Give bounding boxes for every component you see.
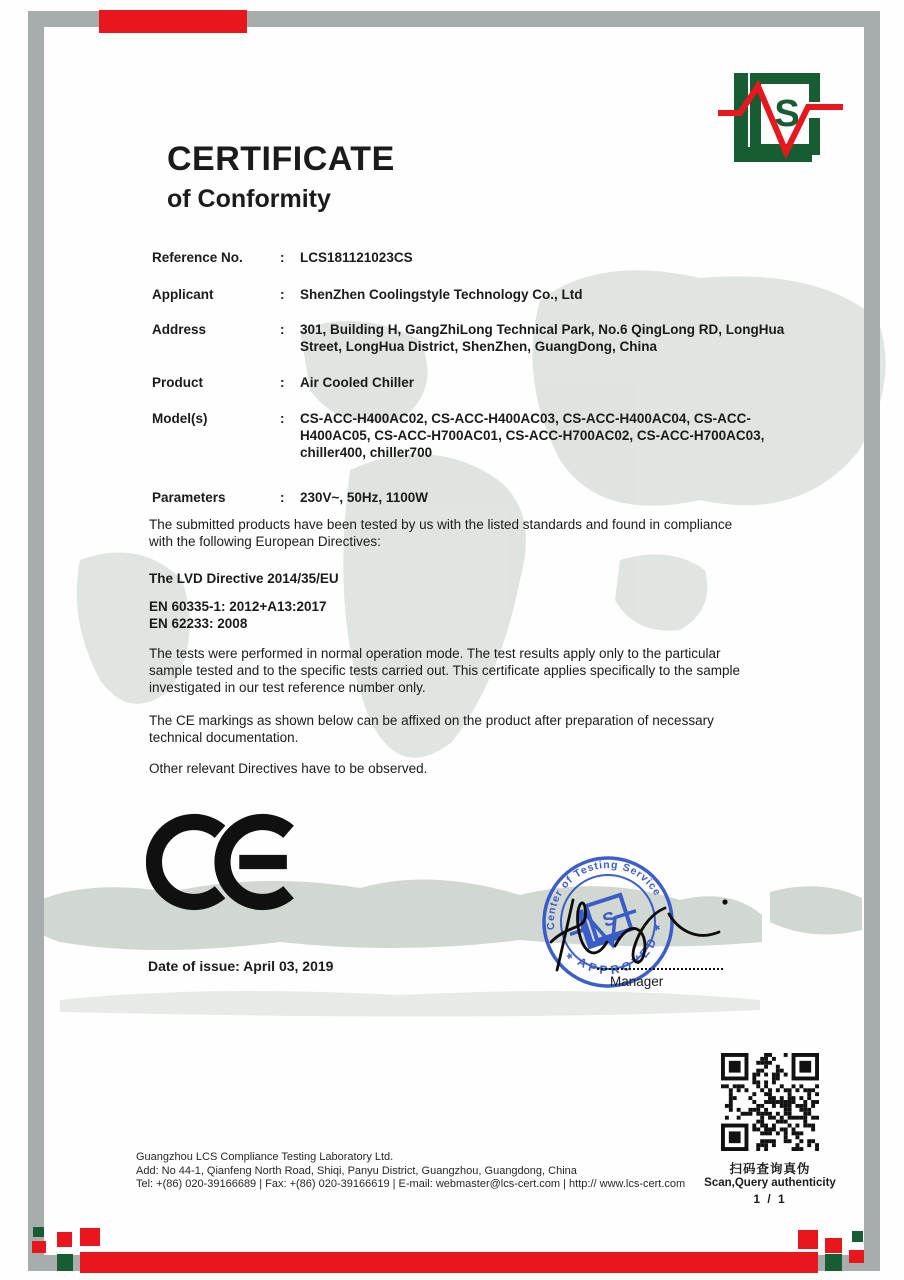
qr-caption-en: Scan,Query authenticity [704, 1177, 836, 1189]
decor-square [825, 1254, 842, 1271]
qr-block [692, 1053, 848, 1206]
footer-company: Guangzhou LCS Compliance Testing Laboratory Ltd. [136, 1151, 394, 1163]
decor-square [32, 1241, 46, 1253]
decor-square [852, 1231, 863, 1242]
footer-address: Add: No 44-1, Qianfeng North Road, Shiqi, Panyu District, Guangzhou, Guangdong, China [136, 1164, 577, 1177]
certificate-title: CERTIFICATE [167, 140, 395, 178]
signer-title: Manager [610, 974, 664, 989]
lcs-logo-icon [710, 62, 860, 177]
decor-square [57, 1232, 72, 1247]
tests-paragraph: The tests were performed in normal operation mode. The test results apply only to the particular sample tested and to the specific tests carried out. This certificate applies specifically to the sample investigated in our test reference number only. [149, 646, 741, 695]
signature-line [597, 968, 723, 970]
ce-mark-icon [146, 812, 304, 912]
bottom-red-bar [80, 1252, 818, 1273]
field-label: Parameters [152, 490, 226, 505]
stamp-bottom-text: APPROVED [575, 932, 661, 978]
field-value: CS-ACC-H400AC02, CS-ACC-H400AC03, CS-ACC-H400AC04, CS-ACC-H400AC05, CS-ACC-H700AC01, CS-ACC-H700AC02, CS-ACC-H700AC03, chiller400, chiller700 [300, 411, 765, 460]
intro-paragraph: The submitted products have been tested by us with the listed standards and found in compliance with the following European Directives: [149, 517, 733, 549]
certificate-subtitle: of Conformity [167, 185, 331, 213]
field-product [152, 374, 785, 391]
decor-square [57, 1254, 73, 1271]
decor-square [798, 1230, 818, 1249]
field-value: ShenZhen Coolingstyle Technology Co., Ltd [300, 287, 583, 302]
logo-letter: S [774, 93, 800, 135]
field-parameters [152, 489, 785, 506]
decor-square [80, 1228, 100, 1246]
colon: : [280, 490, 285, 505]
stamp-star-left: * [565, 949, 576, 968]
field-address [152, 321, 785, 355]
top-red-bar [99, 10, 247, 33]
stamp-logo-letter: S [600, 908, 619, 932]
field-applicant [152, 286, 785, 303]
colon: : [280, 411, 285, 426]
colon: : [280, 375, 285, 390]
field-reference-no [152, 249, 785, 266]
field-value: 301, Building H, GangZhiLong Technical Park, No.6 QingLong RD, LongHua Street, LongHua District, ShenZhen, GuangDong, China [300, 322, 785, 354]
field-label: Product [152, 375, 204, 390]
other-directives-paragraph: Other relevant Directives have to be observed. [149, 761, 428, 776]
field-label: Address [152, 322, 207, 337]
footer-contacts: Tel: +(86) 020-39166689 | Fax: +(86) 020-39166619 | E-mail: webmaster@lcs-cert.com | http:// www.lcs-cert.com [136, 1178, 686, 1190]
stamp-top-text: Center of Testing Service [544, 858, 664, 931]
standard-line-2: EN 62233: 2008 [149, 616, 248, 631]
colon: : [280, 250, 285, 265]
stamp-star-right: * [652, 921, 664, 940]
field-value: 230V~, 50Hz, 1100W [300, 490, 428, 505]
decor-square [849, 1250, 864, 1263]
lvd-directive-line: The LVD Directive 2014/35/EU [149, 571, 339, 586]
field-label: Applicant [152, 287, 214, 302]
footer [136, 1151, 696, 1192]
colon: : [280, 322, 285, 337]
date-of-issue: Date of issue: April 03, 2019 [148, 958, 334, 974]
standard-line-1: EN 60335-1: 2012+A13:2017 [149, 599, 327, 614]
field-models [152, 410, 785, 461]
field-label: Reference No. [152, 250, 243, 265]
field-value: Air Cooled Chiller [300, 375, 415, 390]
manager-signature [543, 882, 743, 977]
page-number: 1 / 1 [753, 1192, 787, 1206]
field-label: Model(s) [152, 411, 208, 426]
decor-square [825, 1238, 842, 1253]
qr-caption-zh: 扫码查询真伪 [729, 1162, 811, 1176]
decor-square [33, 1227, 44, 1237]
qr-code [721, 1053, 819, 1151]
colon: : [280, 287, 285, 302]
field-value: LCS181121023CS [300, 250, 413, 265]
ce-markings-paragraph: The CE markings as shown below can be affixed on the product after preparation of necessary technical documentation. [149, 713, 714, 745]
